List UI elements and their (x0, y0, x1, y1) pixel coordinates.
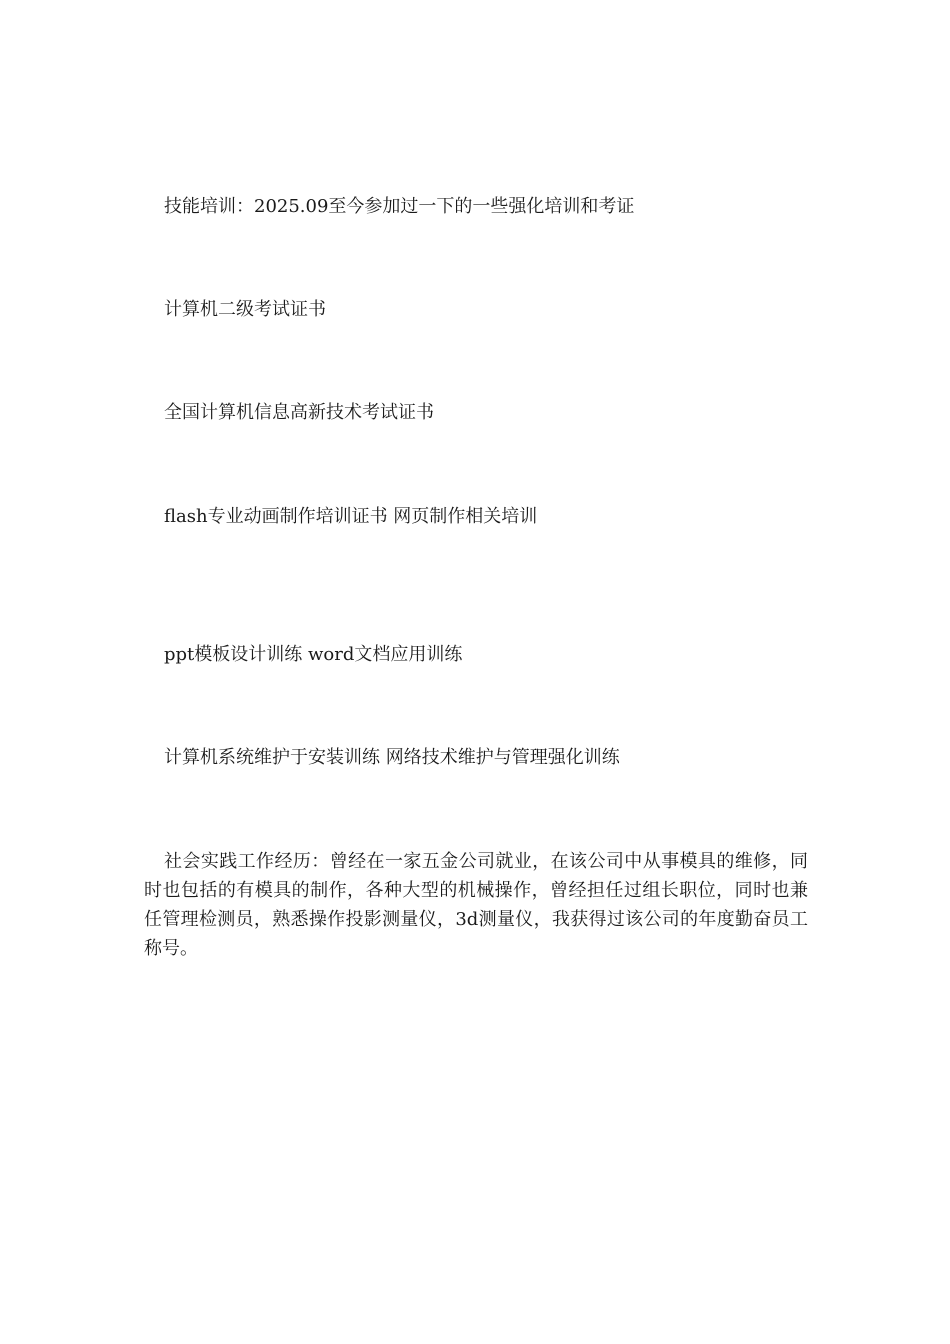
certificate-line-2: 全国计算机信息高新技术考试证书 (164, 402, 434, 423)
training-line-1: ppt模板设计训练 word文档应用训练 (164, 644, 463, 665)
training-line-2: 计算机系统维护于安装训练 网络技术维护与管理强化训练 (164, 747, 620, 768)
work-experience-paragraph: 社会实践工作经历：曾经在一家五金公司就业，在该公司中从事模具的维修，同时也包括的有模具的制作，各种大型的机械操作，曾经担任过组长职位，同时也兼任管理检测员，熟悉操作投影测量仪，3d测量仪，我获得过该公司的年度勤奋员工称号。 (144, 851, 808, 959)
certificate-line-1: 计算机二级考试证书 (164, 299, 326, 320)
certificate-line-3: flash专业动画制作培训证书 网页制作相关培训 (164, 506, 538, 527)
skills-training-heading: 技能培训：2025.09至今参加过一下的一些强化培训和考证 (164, 196, 635, 217)
